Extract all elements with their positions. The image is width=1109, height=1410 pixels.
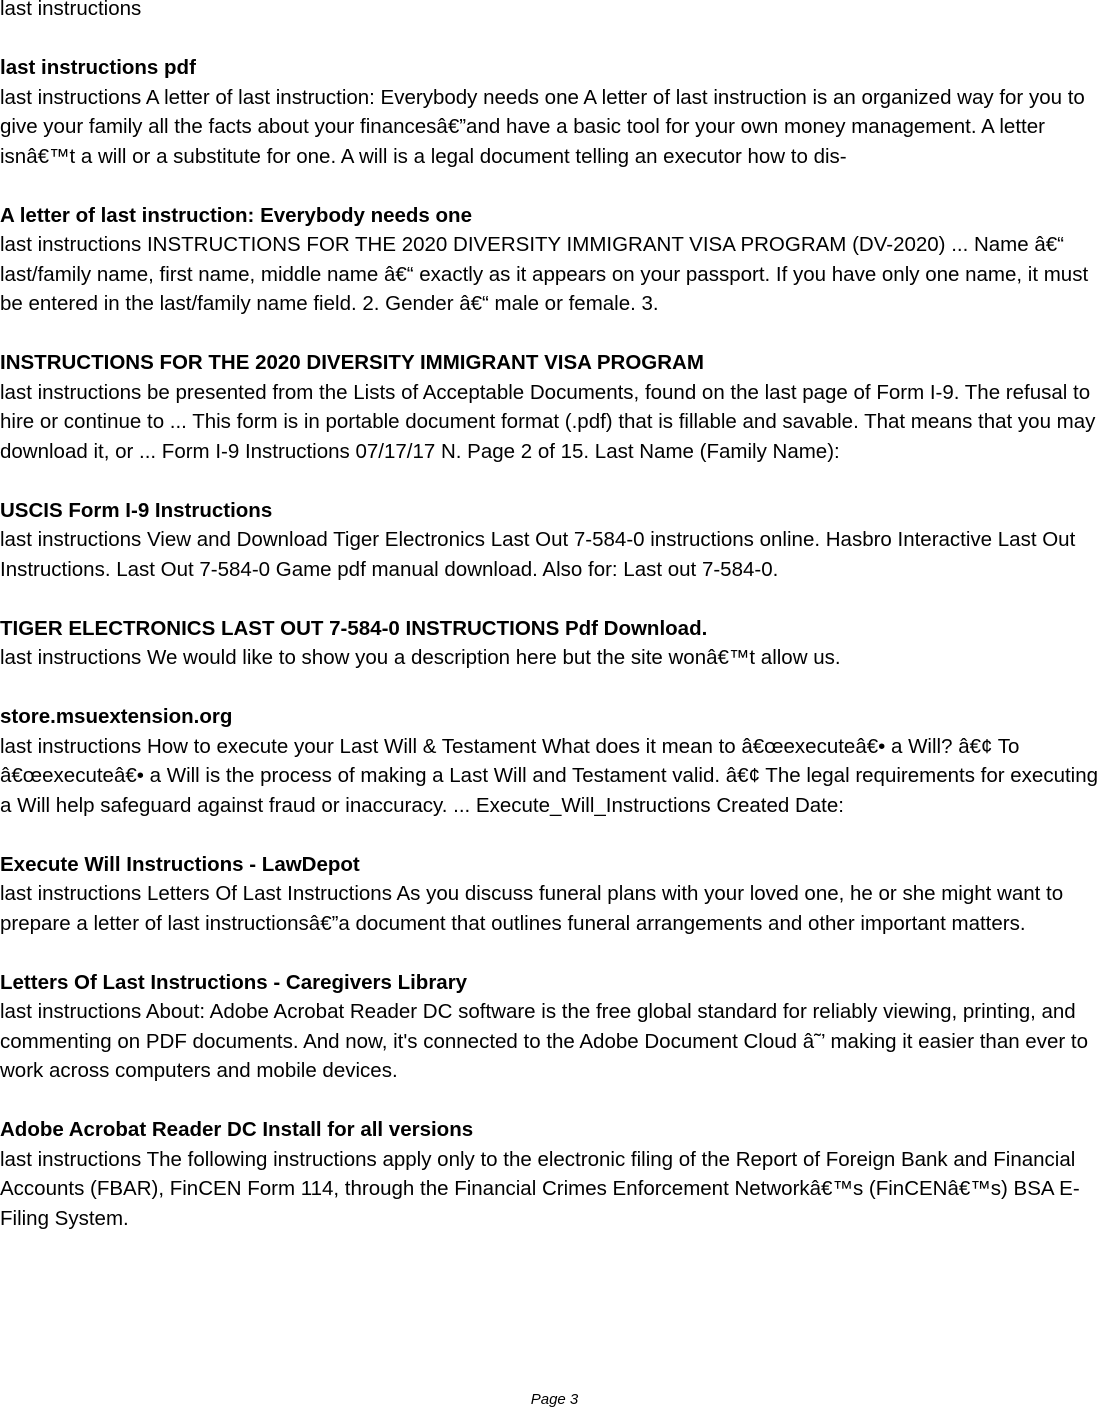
entry-7 — [0, 850, 1109, 939]
entry-body: last instructions About: Adobe Acrobat Reader DC software is the free global standard for reliably viewing, printing, and commenting on PDF documents. And now, it's connected to the Adobe Document Cloud â˜’ making it easier than ever to work across computers and mobile devices. — [0, 1000, 1088, 1082]
document-heading: last instructions — [0, 0, 142, 20]
entry-body: last instructions How to execute your Last Will & Testament What does it mean to â€œexecuteâ€• a Will? â€¢ To â€œexecuteâ€• a Will is the process of making a Last Will and Testament valid. â€¢ The legal requirements for executing a Will help safeguard against fraud or inaccuracy. ... Execute_Will_Instructions Created Date: — [0, 734, 1099, 817]
entry-title: Adobe Acrobat Reader DC Install for all versions — [0, 1118, 474, 1141]
entry-title: INSTRUCTIONS FOR THE 2020 DIVERSITY IMMIGRANT VISA PROGRAM — [0, 351, 704, 374]
entry-title: USCIS Form I-9 Instructions — [0, 498, 273, 522]
entry-title: Execute Will Instructions - LawDepot — [0, 852, 360, 876]
entry-body: last instructions Letters Of Last Instructions As you discuss funeral plans with your loved one, he or she might want to prepare a letter of last instructionsâ€”a document that outlines funeral arrangements and other important matters. — [0, 882, 1064, 935]
entry-body: last instructions We would like to show you a description here but the site wonâ€™t allow us. — [0, 646, 841, 669]
entry-body: last instructions INSTRUCTIONS FOR THE 2020 DIVERSITY IMMIGRANT VISA PROGRAM (DV-2020) ... Name â€“ last/family name, first name, middle name â€“ exactly as it appears on your passport. If you have only one name, it must be entered in the last/family name field. 2. Gender â€“ male or female. 3. — [0, 233, 1089, 315]
entry-3 — [0, 348, 1109, 466]
entry-body: last instructions A letter of last instruction: Everybody needs one A letter of last instruction is an organized way for you to give your family all the facts about your financesâ€”and have a basic tool for your own money management. A letter isnâ€™t a will or a substitute for one. A will is a legal document telling an executor how to dis- — [0, 85, 1085, 168]
entry-title: store.msuextension.org — [0, 705, 233, 728]
entry-1 — [0, 53, 1109, 171]
entry-title: TIGER ELECTRONICS LAST OUT 7-584-0 INSTRUCTIONS Pdf Download. — [0, 616, 708, 640]
entry-title: last instructions pdf — [0, 56, 196, 79]
entry-body: last instructions The following instructions apply only to the electronic filing of the Report of Foreign Bank and Financial Accounts (FBAR), FinCEN Form 114, through the Financial Crimes Enforcement Networkâ€™s (FinCENâ€™s) BSA E-Filing System. — [0, 1147, 1080, 1230]
entry-title: Letters Of Last Instructions - Caregivers Library — [0, 970, 468, 994]
entry-body: last instructions be presented from the Lists of Acceptable Documents, found on the last page of Form I-9. The refusal to hire or continue to ... This form is in portable document format (.pdf) that is fillable and savable. That means that you may download it, or ... Form I-9 Instructions 07/17/17 N. Page 2 of 15. Last Name (Family Name): — [0, 380, 1096, 463]
entry-8 — [0, 968, 1109, 1086]
entry-2 — [0, 201, 1109, 319]
entry-5 — [0, 614, 1109, 673]
page-number: Page 3 — [530, 1391, 579, 1408]
entry-title: A letter of last instruction: Everybody needs one — [0, 203, 472, 227]
entry-9 — [0, 1115, 1109, 1233]
entry-6 — [0, 702, 1109, 820]
entry-body: last instructions View and Download Tiger Electronics Last Out 7-584-0 instructions online. Hasbro Interactive Last Out Instructions. Last Out 7-584-0 Game pdf manual download. Also for: Last out 7-584-0. — [0, 528, 1076, 581]
entry-4 — [0, 496, 1109, 585]
